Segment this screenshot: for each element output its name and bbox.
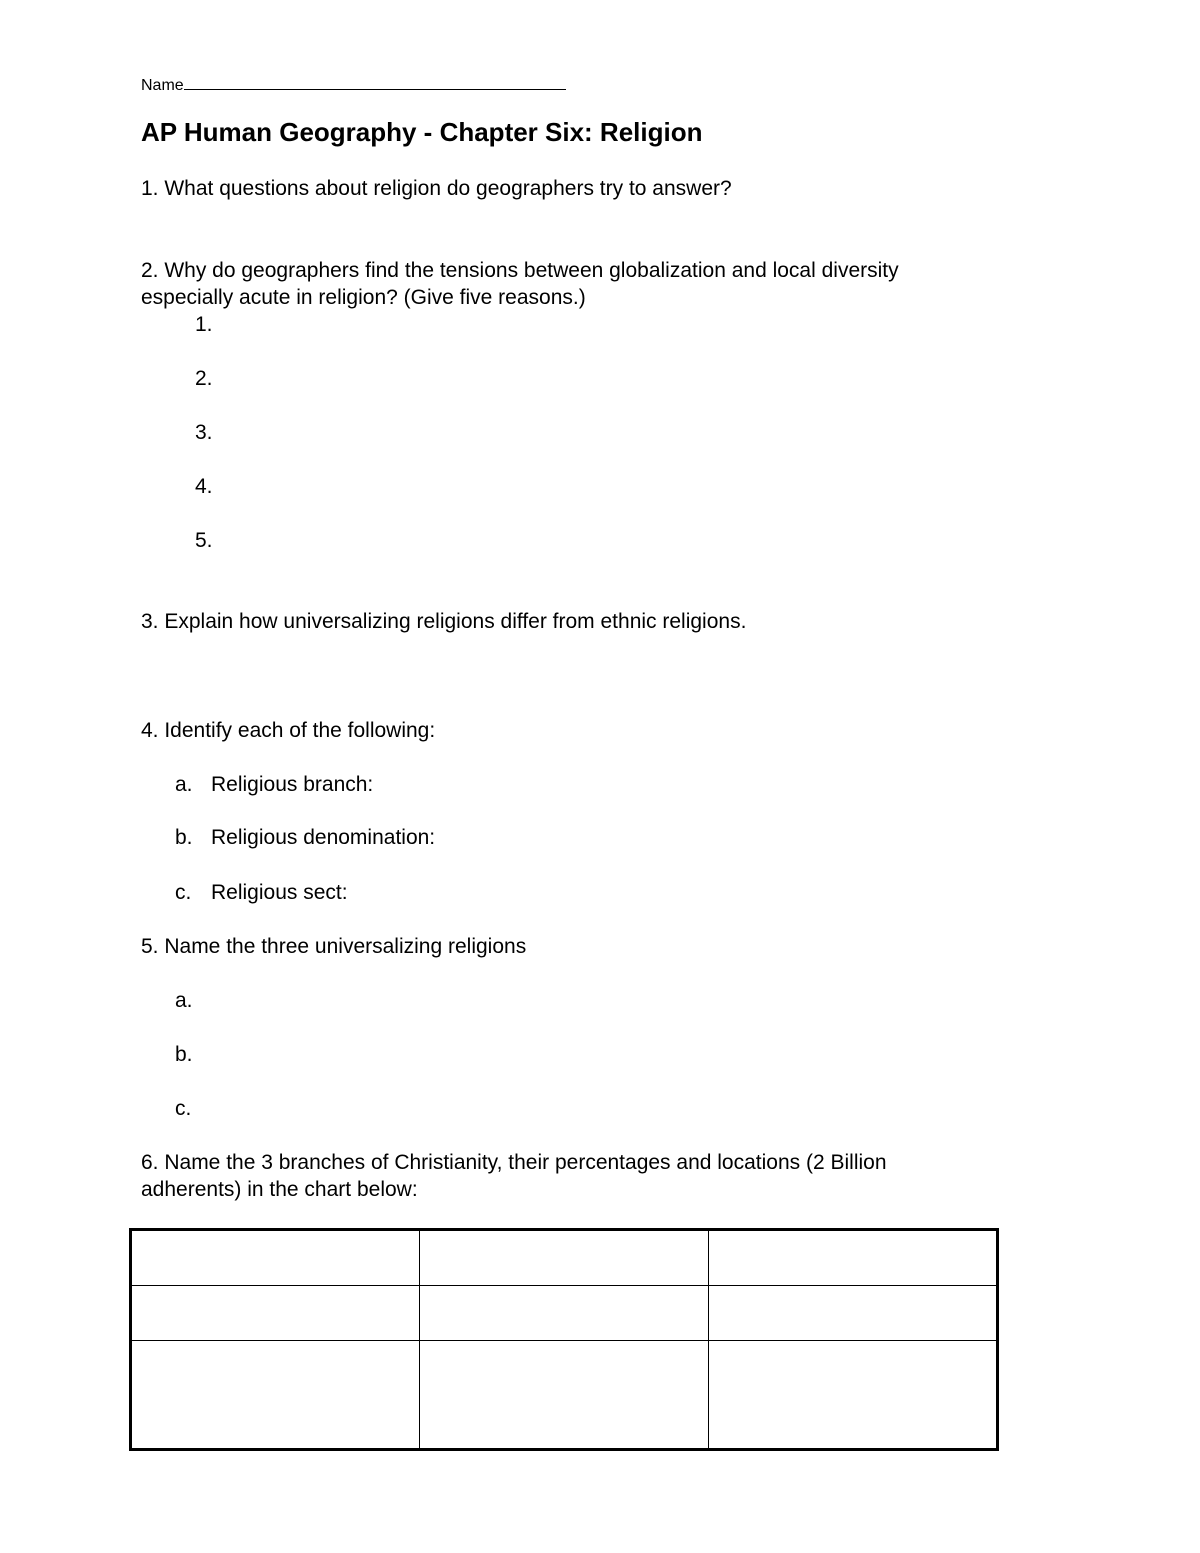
christianity-branches-table [129,1228,999,1451]
question-4: 4. Identify each of the following: [141,719,436,742]
name-label: Name [141,77,184,94]
table-cell[interactable] [708,1286,997,1341]
question-2-item-1: 1. [195,313,213,336]
table-cell[interactable] [420,1341,708,1450]
table-row [131,1341,998,1450]
question-4-item-b [175,824,435,851]
table-cell[interactable] [708,1230,997,1286]
question-2-item-4: 4. [195,475,213,498]
question-6-line-2: adherents) in the chart below: [141,1178,418,1201]
table-cell[interactable] [131,1341,420,1450]
question-5-item-c: c. [175,1097,192,1120]
question-4-item-a [175,771,373,798]
question-1: 1. What questions about religion do geographers try to answer? [141,177,732,200]
question-5-item-b: b. [175,1043,193,1066]
item-text: Religious branch: [211,773,374,796]
table-cell[interactable] [420,1230,708,1286]
name-field-row [141,70,566,98]
question-5-item-a: a. [175,989,193,1012]
question-3: 3. Explain how universalizing religions differ from ethnic religions. [141,610,747,633]
question-2-line-1: 2. Why do geographers find the tensions between globalization and local diversity [141,259,899,282]
question-6-line-1: 6. Name the 3 branches of Christianity, their percentages and locations (2 Billion [141,1151,887,1174]
question-2-item-3: 3. [195,421,213,444]
table-cell[interactable] [131,1230,420,1286]
item-letter: a. [175,773,193,796]
question-4-item-c [175,879,348,906]
page-title: AP Human Geography - Chapter Six: Religion [141,117,703,147]
item-letter: b. [175,826,193,849]
table-cell[interactable] [708,1341,997,1450]
name-blank-line[interactable] [184,70,566,90]
item-letter: c. [175,881,192,904]
question-2-item-2: 2. [195,367,213,390]
question-5: 5. Name the three universalizing religions [141,935,527,958]
question-2-item-5: 5. [195,529,213,552]
table-row [131,1286,998,1341]
item-text: Religious sect: [211,881,348,904]
question-2-line-2: especially acute in religion? (Give five reasons.) [141,286,586,309]
table-row [131,1230,998,1286]
table-cell[interactable] [420,1286,708,1341]
item-text: Religious denomination: [211,826,436,849]
table-cell[interactable] [131,1286,420,1341]
